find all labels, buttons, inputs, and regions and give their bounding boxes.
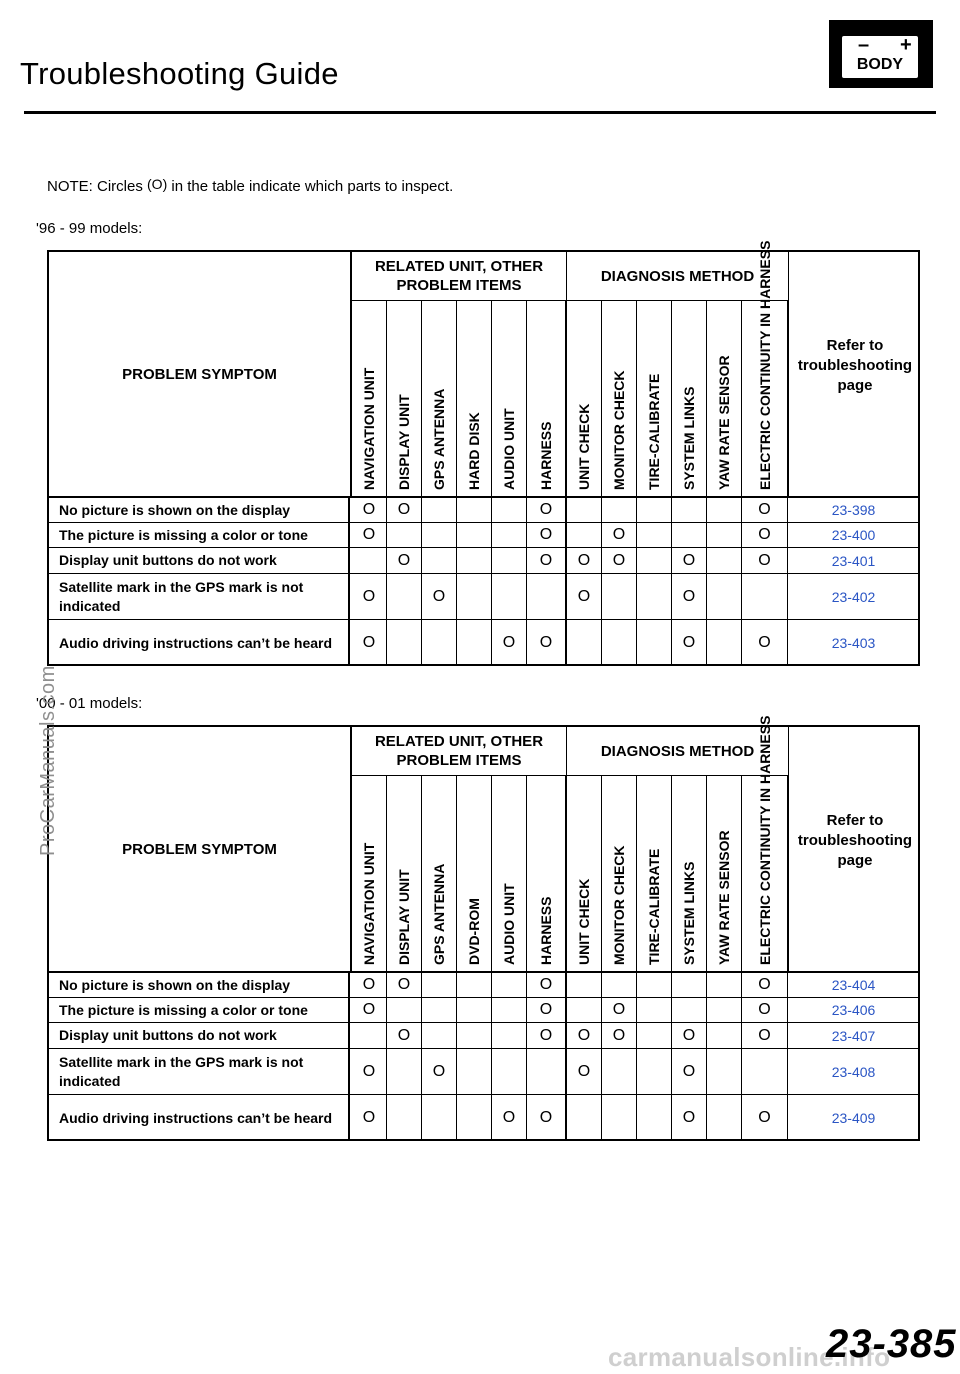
refer-header-cell (788, 252, 921, 496)
inspect-mark-cell: O (387, 1023, 422, 1048)
reference-page-link[interactable]: 23-408 (831, 1063, 876, 1080)
inspect-mark-cell (602, 620, 637, 666)
column-header (637, 775, 672, 971)
symptom-header-cell (49, 727, 352, 971)
inspect-mark-cell: O (527, 498, 567, 522)
refer-header: Refer to troubleshooting page (797, 812, 913, 869)
inspect-mark-cell (672, 523, 707, 547)
inspect-mark-cell: O (352, 574, 387, 619)
inspect-mark-cell: O (567, 548, 602, 573)
inspect-mark-cell: O (387, 548, 422, 573)
inspect-mark-cell (567, 620, 602, 666)
footer-watermark: carmanualsonline.info (608, 1342, 891, 1372)
inspect-mark-cell: O (672, 620, 707, 666)
section-label-96-99: '96 - 99 models: (36, 220, 143, 237)
column-header-label: YAW RATE SENSOR (716, 830, 732, 965)
column-header (352, 300, 387, 496)
troubleshooting-table-96-99 (47, 240, 920, 666)
symptom-cell: The picture is missing a color or tone (49, 998, 350, 1022)
column-header (457, 775, 492, 971)
inspect-mark-cell: O (387, 973, 422, 997)
column-header-label: UNIT CHECK (576, 878, 592, 965)
inspect-mark-cell (602, 1049, 637, 1094)
inspect-mark-cell (422, 498, 457, 522)
inspect-mark-cell (387, 620, 422, 666)
inspect-mark-cell: O (422, 574, 457, 619)
column-header-label: DISPLAY UNIT (396, 869, 412, 965)
inspect-mark-cell: O (742, 548, 788, 573)
page-number: 23-385 (826, 1322, 957, 1366)
inspect-mark-cell (492, 973, 527, 997)
column-header-label: SYSTEM LINKS (681, 861, 697, 965)
symptom-cell: Audio driving instructions can’t be heard (49, 1095, 350, 1141)
column-header-label: HARNESS (538, 896, 554, 965)
reference-page-link[interactable]: 23-404 (831, 977, 876, 993)
inspect-mark-cell (707, 620, 742, 666)
related-unit-group-header: RELATED UNIT, OTHER PROBLEM ITEMS (352, 727, 567, 776)
inspect-mark-cell (637, 1049, 672, 1094)
reference-page-link[interactable]: 23-403 (831, 635, 876, 651)
inspect-mark-cell (707, 973, 742, 997)
inspect-mark-cell: O (672, 1095, 707, 1141)
inspect-mark-cell (637, 523, 672, 547)
reference-page-link[interactable]: 23-400 (831, 527, 876, 543)
refer-header: Refer to troubleshooting page (797, 337, 913, 394)
column-header (527, 775, 567, 971)
inspect-mark-cell (422, 973, 457, 997)
inspect-mark-cell: O (742, 523, 788, 547)
reference-page-link[interactable]: 23-407 (831, 1027, 876, 1044)
column-header-label: NAVIGATION UNIT (361, 842, 377, 965)
inspect-mark-cell (672, 998, 707, 1022)
column-header-label: TIRE-CALIBRATE (646, 373, 662, 490)
column-header (742, 240, 788, 496)
column-header (707, 775, 742, 971)
inspect-mark-cell: O (567, 1023, 602, 1048)
inspect-mark-cell: O (527, 998, 567, 1022)
column-header-label: MONITOR CHECK (611, 370, 627, 490)
reference-page-link[interactable]: 23-398 (831, 502, 876, 518)
inspect-mark-cell: O (352, 523, 387, 547)
refer-header-cell (788, 727, 921, 971)
column-header-label: DISPLAY UNIT (396, 394, 412, 490)
inspect-mark-cell: O (492, 620, 527, 666)
inspect-mark-cell: O (352, 998, 387, 1022)
inspect-mark-cell (387, 1049, 422, 1094)
inspect-mark-cell (637, 998, 672, 1022)
inspect-mark-cell: O (742, 998, 788, 1022)
column-header-label: MONITOR CHECK (611, 845, 627, 965)
troubleshooting-table-00-01 (47, 715, 920, 1141)
column-header-label: HARD DISK (466, 412, 482, 490)
inspect-mark-cell (492, 1023, 527, 1048)
symptom-cell: Satellite mark in the GPS mark is not indicated (49, 574, 350, 619)
inspect-mark-cell (707, 574, 742, 619)
inspect-mark-cell (492, 1049, 527, 1094)
reference-page-link[interactable]: 23-409 (831, 1110, 876, 1126)
inspect-mark-cell (742, 574, 788, 619)
column-header (707, 300, 742, 496)
inspect-mark-cell (742, 1049, 788, 1094)
inspect-mark-cell: O (602, 523, 637, 547)
inspect-mark-cell (567, 973, 602, 997)
column-header (457, 300, 492, 496)
inspect-mark-cell (457, 1049, 492, 1094)
inspect-mark-cell (422, 998, 457, 1022)
battery-body-icon (829, 20, 933, 88)
inspect-mark-cell (457, 523, 492, 547)
symptom-cell: Audio driving instructions can’t be heard (49, 620, 350, 666)
inspect-mark-cell: O (672, 574, 707, 619)
column-header-label: TIRE-CALIBRATE (646, 848, 662, 965)
inspect-mark-cell: O (602, 548, 637, 573)
inspect-mark-cell (492, 498, 527, 522)
watermark-text: ProCarManuals.com (37, 665, 59, 856)
inspect-mark-cell (602, 1095, 637, 1141)
section-label-00-01: '00 - 01 models: (36, 695, 143, 712)
inspect-mark-cell (492, 548, 527, 573)
inspect-mark-cell: O (422, 1049, 457, 1094)
column-header-label: SYSTEM LINKS (681, 386, 697, 490)
inspect-mark-cell: O (527, 620, 567, 666)
inspect-mark-cell (637, 1023, 672, 1048)
diagnosis-method-group-header: DIAGNOSIS METHOD (567, 727, 788, 776)
watermark-vertical (37, 556, 57, 856)
column-header (567, 300, 602, 496)
inspect-mark-cell (457, 998, 492, 1022)
inspect-mark-cell: O (567, 1049, 602, 1094)
inspect-mark-cell: O (742, 1095, 788, 1141)
inspect-mark-cell (602, 973, 637, 997)
symptom-cell: No picture is shown on the display (49, 498, 350, 522)
column-header (387, 300, 422, 496)
inspect-mark-cell (567, 1095, 602, 1141)
inspect-mark-cell (352, 548, 387, 573)
symptom-cell: Satellite mark in the GPS mark is not indicated (49, 1049, 350, 1094)
badge-label: BODY (856, 56, 904, 73)
inspect-mark-cell (672, 973, 707, 997)
inspect-mark-cell (707, 1023, 742, 1048)
table-row (49, 574, 918, 620)
column-header (637, 300, 672, 496)
inspect-mark-cell (672, 498, 707, 522)
note-circle-symbol: (O) (147, 176, 168, 192)
inspect-mark-cell (637, 498, 672, 522)
inspect-mark-cell (567, 998, 602, 1022)
column-header (602, 775, 637, 971)
inspect-mark-cell: O (527, 1095, 567, 1141)
note-suffix: in the table indicate which parts to inspect. (171, 178, 454, 195)
inspect-mark-cell (527, 574, 567, 619)
inspect-mark-cell (422, 1095, 457, 1141)
column-header-label: AUDIO UNIT (501, 883, 517, 965)
inspect-mark-cell (707, 1095, 742, 1141)
inspect-mark-cell: O (742, 973, 788, 997)
inspect-mark-cell (707, 498, 742, 522)
reference-page-link[interactable]: 23-401 (831, 552, 876, 569)
inspect-mark-cell: O (742, 498, 788, 522)
column-header (422, 300, 457, 496)
inspect-mark-cell: O (527, 1023, 567, 1048)
column-header-label: HARNESS (538, 421, 554, 490)
inspect-mark-cell: O (602, 1023, 637, 1048)
table-row (49, 998, 918, 1023)
inspect-mark-cell (637, 620, 672, 666)
symptom-cell: Display unit buttons do not work (49, 548, 350, 573)
minus-sign: – (858, 34, 870, 56)
column-header (567, 775, 602, 971)
inspect-mark-cell (637, 548, 672, 573)
inspect-mark-cell: O (387, 498, 422, 522)
inspect-mark-cell: O (672, 1049, 707, 1094)
inspect-mark-cell: O (492, 1095, 527, 1141)
column-header-label: GPS ANTENNA (431, 388, 447, 490)
inspect-mark-cell: O (602, 998, 637, 1022)
symptom-header: PROBLEM SYMPTOM (122, 366, 277, 383)
plus-sign: + (900, 34, 912, 56)
column-header-label: DVD-ROM (466, 898, 482, 965)
inspect-mark-cell: O (672, 548, 707, 573)
inspect-mark-cell: O (527, 523, 567, 547)
inspect-mark-cell (457, 574, 492, 619)
inspect-mark-cell (707, 998, 742, 1022)
reference-page-link[interactable]: 23-402 (831, 588, 876, 605)
column-header-label: UNIT CHECK (576, 403, 592, 490)
inspect-mark-cell (352, 1023, 387, 1048)
column-header-label: AUDIO UNIT (501, 408, 517, 490)
inspect-mark-cell (422, 548, 457, 573)
inspect-mark-cell: O (352, 1095, 387, 1141)
header-divider (24, 111, 936, 114)
inspect-mark-cell (567, 523, 602, 547)
table-row (49, 1049, 918, 1095)
column-header-label: GPS ANTENNA (431, 863, 447, 965)
inspect-mark-cell (602, 574, 637, 619)
inspect-mark-cell: O (527, 548, 567, 573)
inspect-mark-cell: O (527, 973, 567, 997)
reference-page-link[interactable]: 23-406 (831, 1002, 876, 1018)
symptom-cell: Display unit buttons do not work (49, 1023, 350, 1048)
page-title: Troubleshooting Guide (20, 56, 339, 91)
inspect-mark-cell (387, 523, 422, 547)
inspect-mark-cell (457, 1095, 492, 1141)
inspect-mark-cell (387, 998, 422, 1022)
column-header (602, 300, 637, 496)
column-header (492, 300, 527, 496)
inspect-mark-cell (457, 620, 492, 666)
inspect-mark-cell: O (742, 620, 788, 666)
inspect-mark-cell (492, 574, 527, 619)
inspect-mark-cell (707, 548, 742, 573)
column-header-label: NAVIGATION UNIT (361, 367, 377, 490)
diagnosis-method-group-header: DIAGNOSIS METHOD (567, 252, 788, 301)
column-header (527, 300, 567, 496)
table-row (49, 498, 918, 523)
note-prefix: NOTE: Circles (47, 178, 143, 195)
symptom-cell: No picture is shown on the display (49, 973, 350, 997)
inspect-mark-cell: O (742, 1023, 788, 1048)
inspect-mark-cell (527, 1049, 567, 1094)
inspect-mark-cell (457, 548, 492, 573)
symptom-header-cell (49, 252, 352, 496)
table-row (49, 523, 918, 548)
column-header-label: YAW RATE SENSOR (716, 355, 732, 490)
table-row (49, 548, 918, 574)
symptom-cell: The picture is missing a color or tone (49, 523, 350, 547)
inspect-mark-cell: O (352, 620, 387, 666)
inspect-mark-cell: O (352, 498, 387, 522)
column-header-label: ELECTRIC CONTINUITY IN HARNESS (756, 240, 773, 490)
inspect-mark-cell (422, 1023, 457, 1048)
inspect-mark-cell (602, 498, 637, 522)
column-header (422, 775, 457, 971)
inspect-mark-cell (492, 523, 527, 547)
inspect-mark-cell (707, 1049, 742, 1094)
inspect-mark-cell (422, 620, 457, 666)
inspect-mark-cell (387, 1095, 422, 1141)
column-header (352, 775, 387, 971)
column-header (742, 715, 788, 971)
inspect-mark-cell (387, 574, 422, 619)
inspect-mark-cell (492, 998, 527, 1022)
inspect-mark-cell: O (352, 973, 387, 997)
related-unit-group-header: RELATED UNIT, OTHER PROBLEM ITEMS (352, 252, 567, 301)
inspect-mark-cell (422, 523, 457, 547)
column-header-label: ELECTRIC CONTINUITY IN HARNESS (756, 715, 773, 965)
inspect-mark-cell (707, 523, 742, 547)
column-header (672, 300, 707, 496)
symptom-header: PROBLEM SYMPTOM (122, 841, 277, 858)
table-row (49, 1023, 918, 1049)
note-text (47, 178, 453, 195)
column-header (492, 775, 527, 971)
inspect-mark-cell: O (567, 574, 602, 619)
table-row (49, 973, 918, 998)
inspect-mark-cell (457, 973, 492, 997)
inspect-mark-cell (457, 1023, 492, 1048)
inspect-mark-cell: O (352, 1049, 387, 1094)
badge-inner (842, 36, 918, 78)
inspect-mark-cell (637, 574, 672, 619)
inspect-mark-cell: O (672, 1023, 707, 1048)
inspect-mark-cell (637, 1095, 672, 1141)
inspect-mark-cell (567, 498, 602, 522)
inspect-mark-cell (457, 498, 492, 522)
column-header (387, 775, 422, 971)
column-header (672, 775, 707, 971)
table-row (49, 1095, 918, 1141)
table-row (49, 620, 918, 666)
inspect-mark-cell (637, 973, 672, 997)
